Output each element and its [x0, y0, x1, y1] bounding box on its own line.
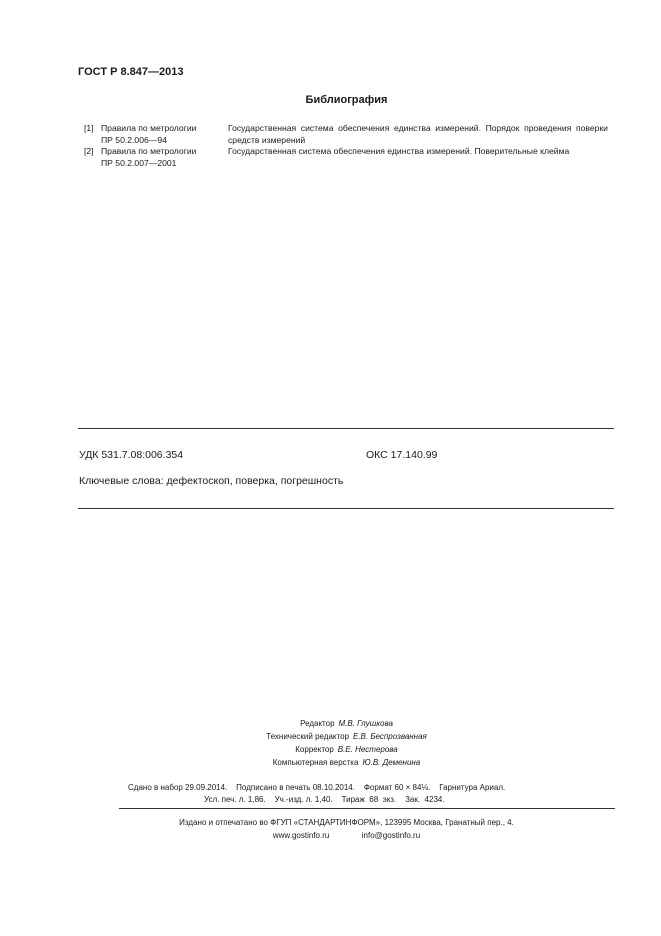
bibliography-entry-description: Государственная система обеспечения единства измерений. Порядок проведения поверки средств измерений: [228, 123, 608, 145]
credit-name: М.В. Глушкова: [338, 719, 393, 728]
credit-role: Технический редактор: [266, 732, 349, 741]
email-link[interactable]: info@gostinfo.ru: [361, 831, 421, 840]
divider-bottom: [78, 508, 614, 509]
divider-top: [78, 428, 614, 429]
divider-imprint: [119, 808, 615, 809]
credit-name: Ю.В. Деменина: [362, 758, 421, 767]
oks-code: ОКС 17.140.99: [366, 449, 438, 461]
credit-line: [0, 719, 661, 728]
bibliography-entry-source: [101, 123, 196, 146]
bibliography-entry-source-line: Правила по метрологии: [101, 123, 197, 133]
document-code: ГОСТ Р 8.847—2013: [78, 66, 184, 78]
bibliography-entry-source-line: ПР 50.2.006—94: [101, 134, 167, 145]
publication-info-line: Усл. печ. л. 1,86. Уч.-изд. л. 1,40. Тираж 68 экз. Зак. 4234.: [204, 795, 445, 804]
credit-role: Редактор: [300, 719, 335, 728]
bibliography-entry-source-line: Правила по метрологии: [101, 146, 197, 156]
imprint-line: Издано и отпечатано во ФГУП «СТАНДАРТИНФОРМ», 123995 Москва, Гранатный пер., 4.: [179, 818, 514, 827]
bibliography-entry-source-line: ПР 50.2.007—2001: [101, 157, 177, 168]
website-link[interactable]: www.gostinfo.ru: [272, 831, 330, 840]
keywords: Ключевые слова: дефектоскоп, поверка, погрешность: [79, 475, 344, 487]
bibliography-entry-number: [2]: [84, 146, 94, 156]
credit-line: [0, 745, 661, 754]
publication-info-line: Сдано в набор 29.09.2014. Подписано в печать 08.10.2014. Формат 60 × 84⅛. Гарнитура Ариал.: [128, 783, 506, 792]
bibliography-entry-number: [1]: [84, 123, 94, 133]
bibliography-entry-source: [101, 146, 196, 169]
credit-line: [0, 758, 661, 767]
udk-code: УДК 531.7.08:006.354: [79, 449, 184, 461]
imprint-contacts: [0, 831, 661, 840]
credit-name: Е.В. Беспрозванная: [352, 732, 427, 741]
bibliography-title: Библиография: [305, 94, 388, 106]
credit-line: [0, 732, 661, 741]
credit-name: В.Е. Нестерова: [337, 745, 398, 754]
bibliography-entry-description: Государственная система обеспечения единства измерений. Поверительные клейма: [228, 146, 570, 156]
credit-role: Корректор: [295, 745, 334, 754]
credit-role: Компьютерная верстка: [272, 758, 359, 767]
